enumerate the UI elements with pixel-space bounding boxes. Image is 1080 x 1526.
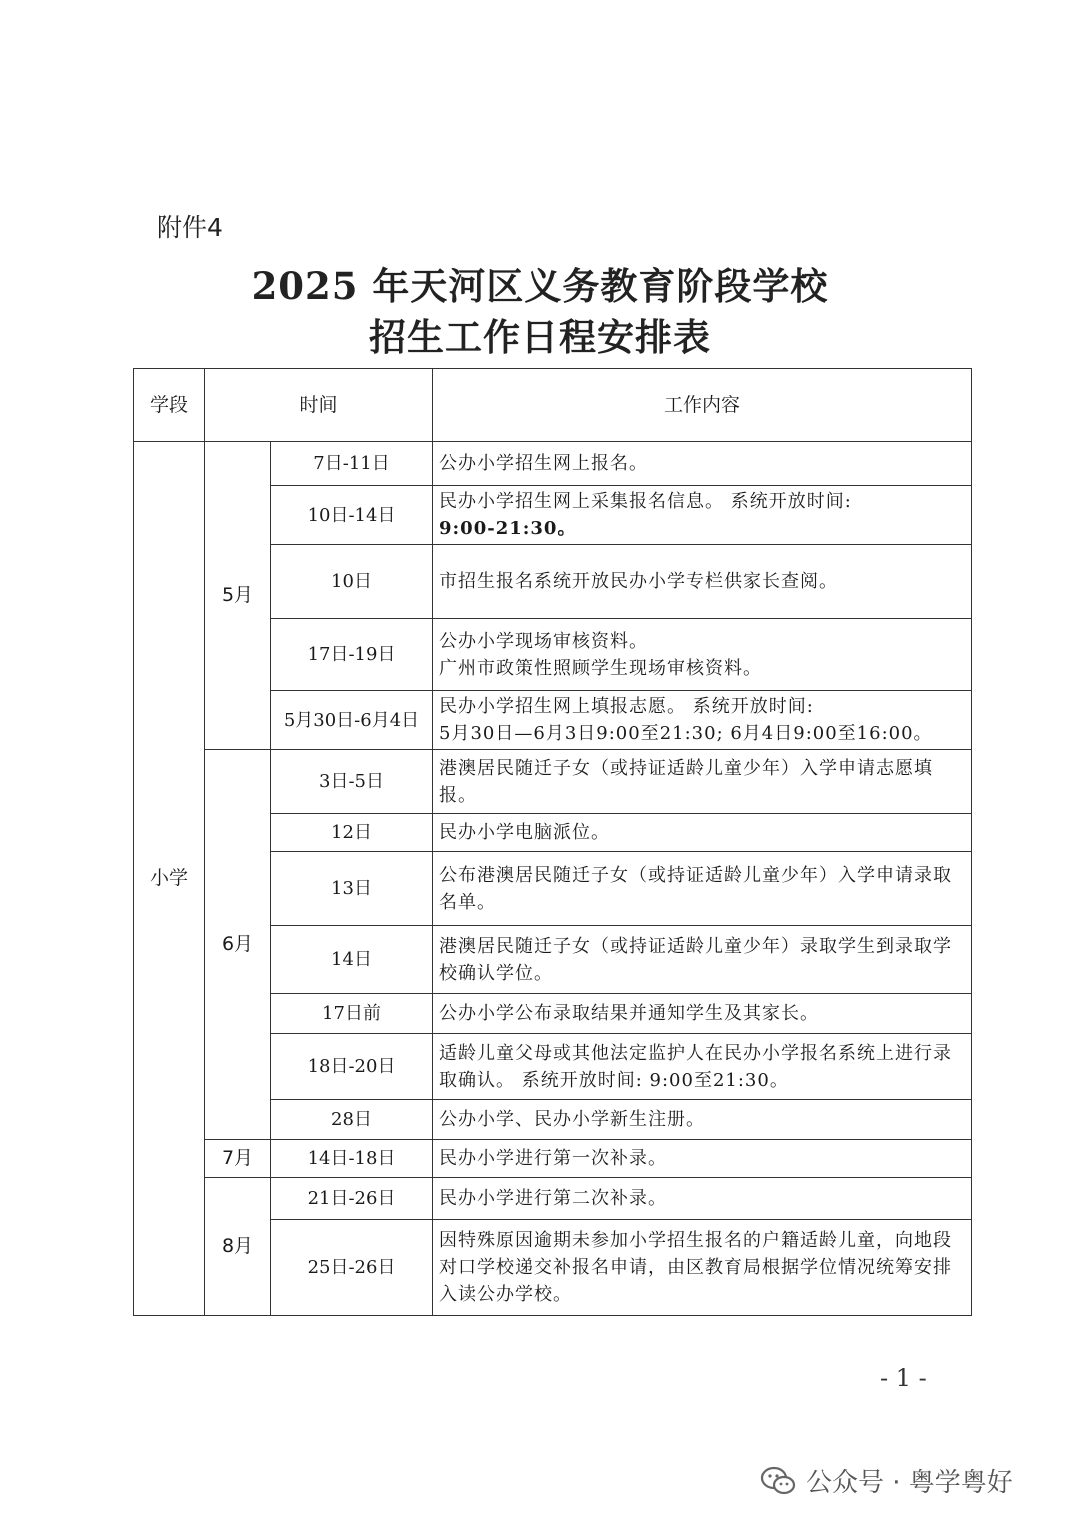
content-line: 港澳居民随迁子女（或持证适龄儿童少年）入学申请志愿填报。 — [439, 757, 934, 806]
content-cell — [433, 1034, 972, 1100]
content-cell — [433, 994, 972, 1034]
content-line: 市招生报名系统开放民办小学专栏供家长查阅。 — [439, 571, 839, 592]
content-cell — [433, 1140, 972, 1178]
content-cell — [433, 1100, 972, 1140]
content-line: 公办小学招生网上报名。 — [439, 453, 649, 474]
month-cell-may: 5月 — [205, 442, 271, 750]
content-cell — [433, 926, 972, 994]
header-time: 时间 — [205, 369, 433, 442]
title-line-2: 招生工作日程安排表 — [369, 315, 711, 359]
content-cell — [433, 442, 972, 486]
header-content: 工作内容 — [433, 369, 972, 442]
month-cell-july: 7月 — [205, 1140, 271, 1178]
month-cell-june: 6月 — [205, 750, 271, 1140]
content-line: 公布港澳居民随迁子女（或持证适龄儿童少年）入学申请录取名单。 — [439, 864, 953, 913]
date-cell: 14日 — [271, 926, 433, 994]
date-cell: 17日前 — [271, 994, 433, 1034]
content-line: 公办小学公布录取结果并通知学生及其家长。 — [439, 1003, 820, 1024]
table-row — [134, 1140, 972, 1178]
date-cell: 5月30日-6月4日 — [271, 691, 433, 750]
content-cell — [433, 545, 972, 619]
content-cell — [433, 750, 972, 814]
content-cell — [433, 852, 972, 926]
content-cell — [433, 1178, 972, 1220]
content-line: 公办小学现场审核资料。 — [439, 630, 649, 652]
content-cell — [433, 814, 972, 852]
content-cell — [433, 486, 972, 545]
content-line: 因特殊原因逾期未参加小学招生报名的户籍适龄儿童，向地段对口学校递交补报名申请，由区教育局根据学位情况统筹安排入读公办学校。 — [439, 1230, 953, 1305]
content-line: 民办小学进行第一次补录。 — [439, 1148, 668, 1169]
date-cell: 18日-20日 — [271, 1034, 433, 1100]
header-row — [134, 369, 972, 442]
date-cell: 7日-11日 — [271, 442, 433, 486]
content-line: 港澳居民随迁子女（或持证适龄儿童少年）录取学生到录取学校确认学位。 — [439, 935, 953, 984]
content-cell — [433, 619, 972, 691]
date-cell: 12日 — [271, 814, 433, 852]
date-cell: 25日-26日 — [271, 1220, 433, 1316]
date-cell: 14日-18日 — [271, 1140, 433, 1178]
table-row — [134, 442, 972, 486]
date-cell: 10日 — [271, 545, 433, 619]
header-stage: 学段 — [134, 369, 205, 442]
wechat-icon — [760, 1466, 796, 1496]
footer-text: 公众号 · 粤学粤好 — [806, 1468, 1013, 1498]
date-cell: 13日 — [271, 852, 433, 926]
month-cell-aug: 8月 — [205, 1178, 271, 1316]
content-line: 广州市政策性照顾学生现场审核资料。 — [439, 657, 763, 679]
content-line: 民办小学进行第二次补录。 — [439, 1188, 668, 1209]
date-cell: 10日-14日 — [271, 486, 433, 545]
date-cell: 28日 — [271, 1100, 433, 1140]
table-row — [134, 750, 972, 814]
footer-watermark — [760, 1462, 1013, 1499]
title-line-1: 2025 年天河区义务教育阶段学校 — [251, 264, 829, 308]
content-cell — [433, 1220, 972, 1316]
content-line: 民办小学招生网上填报志愿。 系统开放时间: — [439, 696, 814, 717]
content-line: 适龄儿童父母或其他法定监护人在民办小学报名系统上进行录取确认。 系统开放时间: 9:00至21:30。 — [439, 1042, 953, 1091]
stage-cell: 小学 — [134, 442, 205, 1316]
date-cell: 17日-19日 — [271, 619, 433, 691]
page-number: - 1 - — [880, 1364, 927, 1392]
content-line: 5月30日—6月3日9:00至21:30; 6月4日9:00至16:00。 — [439, 723, 933, 744]
content-line: 公办小学、民办小学新生注册。 — [439, 1109, 706, 1130]
content-line: 民办小学招生网上采集报名信息。 系统开放时间: — [439, 491, 852, 512]
content-cell — [433, 691, 972, 750]
content-line: 9:00-21:30。 — [439, 518, 577, 539]
date-cell: 3日-5日 — [271, 750, 433, 814]
attachment-label: 附件4 — [157, 213, 223, 242]
content-line: 民办小学电脑派位。 — [439, 822, 611, 843]
table-row — [134, 1178, 972, 1220]
date-cell: 21日-26日 — [271, 1178, 433, 1220]
schedule-table — [133, 368, 972, 1316]
